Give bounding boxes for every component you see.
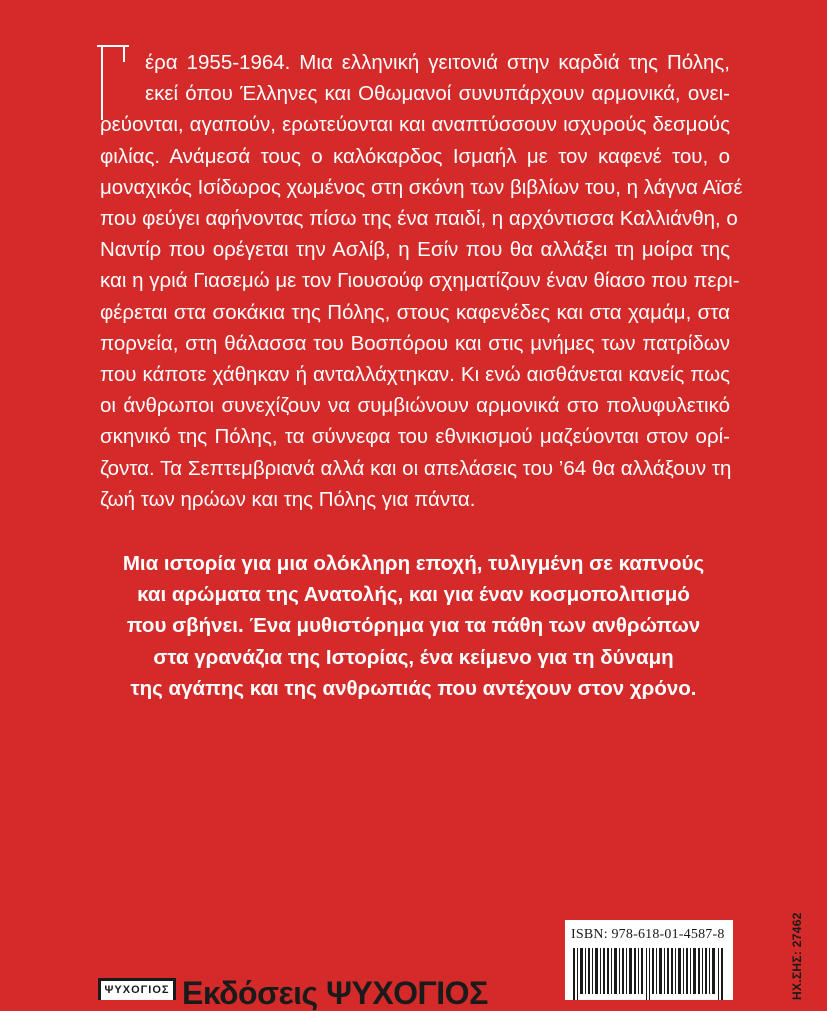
description-line: που φεύγει αφήνοντας πίσω της ένα παιδί, η αρχόντισσα Καλλιάνθη, ο	[100, 207, 738, 231]
description-line: Ναντίρ που ορέγεται την Ασλίβ, η Εσίν που θα αλλάξει τη μοίρα της	[100, 238, 730, 262]
description-line: ζοντα. Τα Σεπτεμβριανά αλλά και οι απελάσεις του ’64 θα αλλάξουν τη	[100, 456, 732, 480]
description-line: που κάποτε χάθηκαν ή ανταλλάχτηκαν. Κι ενώ αισθάνεται κανείς πως	[100, 363, 730, 387]
blurb-line: και αρώματα της Ανατολής, και για έναν κοσμοπολιτισμό	[137, 583, 690, 607]
description-line: φιλίας. Ανάμεσά τους ο καλόκαρδος Ισμαήλ με τον καφενέ του, ο	[100, 144, 730, 168]
blurb-text	[60, 548, 767, 704]
description-line: φέρεται στα σοκάκια της Πόλης, στους καφενέδες και στα χαμάμ, στα	[100, 300, 730, 324]
description-line: μοναχικός Ισίδωρος χωμένος στη σκόνη των βιβλίων του, η λάγνα Αϊσέ	[100, 175, 743, 199]
description-line: πορνεία, στη θάλασσα του Βοσπόρου και στις μνήμες των πατρίδων	[100, 331, 730, 355]
publisher-logo	[98, 978, 176, 1000]
blurb-line: στα γρανάζια της Ιστορίας, ένα κείμενο για τη δύναμη	[153, 645, 674, 669]
blurb-line: Μια ιστορία για μια ολόκληρη εποχή, τυλιγμένη σε καπνούς	[122, 552, 705, 575]
description-line: οι άνθρωποι συνεχίζουν να συμβιώνουν αρμονικά στο πολυφυλετικό	[100, 394, 730, 418]
description-line: και η γριά Γιασεμώ με τον Γιουσούφ σχηματίζουν έναν θίασο που περι-	[100, 269, 740, 293]
description-text	[100, 47, 743, 515]
internal-code: ΗΧ.ΣΗΣ: 27462	[790, 912, 804, 1000]
description-line: σκηνικό της Πόλης, τα σύννεφα του εθνικισμού μαζεύονται στον ορί-	[100, 425, 730, 449]
isbn-barcode-box	[565, 920, 733, 1000]
description-line: εκεί όπου Έλληνες και Οθωμανοί συνυπάρχουν αρμονικά, ονει-	[145, 82, 730, 106]
blurb-line: που σβήνει. Ένα μυθιστόρημα για τα πάθη των ανθρώπων	[126, 614, 701, 638]
publisher-name: Εκδόσεις ΨΥΧΟΓΙΟΣ	[182, 975, 488, 1011]
description-line: έρα 1955-1964. Μια ελληνική γειτονιά στην καρδιά της Πόλης,	[145, 51, 730, 74]
publisher-logo-text: ΨΥΧΟΓΙΟΣ	[104, 984, 170, 996]
barcode-icon	[571, 948, 727, 1000]
isbn-number: ISBN: 978-618-01-4587-8	[571, 927, 725, 942]
blurb-line: της αγάπης και της ανθρωπιάς που αντέχουν στον χρόνο.	[130, 676, 697, 700]
description-line: ρεύονται, αγαπούν, ερωτεύονται και αναπτύσσουν ισχυρούς δεσμούς	[100, 113, 730, 137]
description-line: ζωή των ηρώων και της Πόλης για πάντα.	[100, 487, 476, 511]
